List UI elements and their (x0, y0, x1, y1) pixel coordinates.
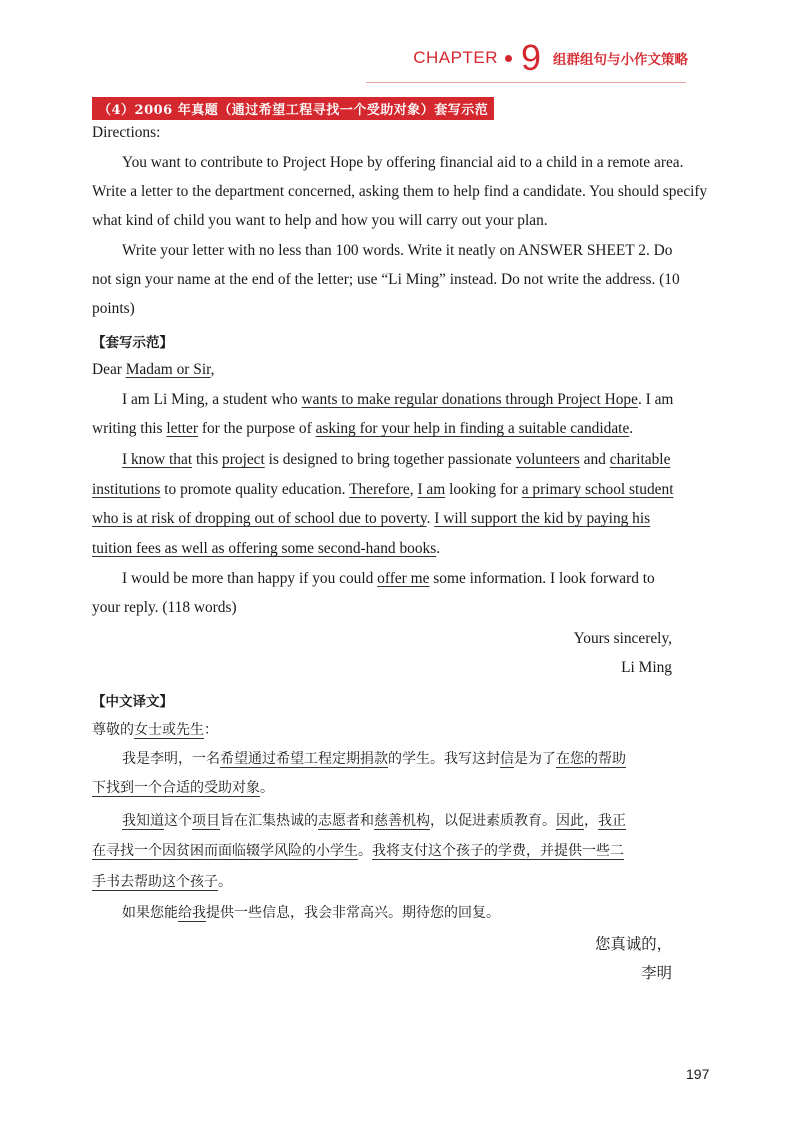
underlined-phrase: 女士或先生 (134, 722, 204, 738)
text: 我是李明，一名 (122, 751, 220, 767)
underlined-phrase: institutions (92, 481, 161, 498)
underlined-phrase: 希望通过希望工程定期捐款 (220, 751, 388, 767)
directions-line: Write a letter to the department concerned, asking them to help find a candidate. You should specify (92, 183, 708, 200)
text: . (436, 540, 441, 557)
text: . I am (637, 391, 674, 408)
letter-line (92, 540, 440, 558)
model-heading: 【套写示范】 (92, 335, 173, 351)
text: to promote quality education. (160, 481, 350, 498)
text: Dear (92, 361, 126, 378)
underlined-phrase: 我知道 (122, 813, 164, 829)
text: 是为了 (514, 751, 556, 767)
underlined-phrase: a primary school student (521, 481, 674, 498)
text: 。 (358, 843, 372, 859)
text: 这个 (164, 813, 192, 829)
translation-line (92, 840, 624, 860)
directions-line: You want to contribute to Project Hope by offering financial aid to a child in a remote area. (122, 154, 684, 171)
chapter-number: 9 (520, 37, 541, 78)
underlined-phrase: offer me (377, 570, 430, 587)
translation-line (122, 810, 626, 830)
underlined-phrase: 在 (92, 843, 106, 859)
directions-heading: Directions: (92, 124, 161, 141)
underlined-phrase: letter (166, 420, 199, 437)
text: 如果您能 (122, 905, 178, 921)
underlined-phrase: project (222, 451, 265, 468)
text: is designed to bring together passionate (264, 451, 516, 468)
underlined-phrase: 因此 (556, 813, 584, 829)
letter-line: your reply. (118 words) (92, 599, 237, 616)
text: 尊敬的 (92, 722, 134, 738)
underlined-phrase: 信 (500, 751, 514, 767)
translation-line (92, 871, 232, 891)
letter-line (122, 570, 655, 588)
underlined-phrase: I will support the kid by paying his (434, 510, 651, 527)
letter-greeting (92, 361, 214, 379)
letter-line (122, 451, 670, 469)
header-rule (366, 82, 686, 83)
text: looking for (445, 481, 522, 498)
text: and (579, 451, 610, 468)
directions-line: what kind of child you want to help and how you will carry out your plan. (92, 212, 548, 229)
underlined-phrase: 给我 (178, 905, 206, 921)
chapter-header (413, 37, 688, 78)
text: ： (204, 722, 218, 738)
text: 。 (260, 780, 274, 796)
letter-line (92, 481, 674, 499)
translation-closing: 您真诚的， (595, 936, 672, 953)
translation-signature: 李明 (641, 965, 672, 982)
underlined-phrase: 慈善机构 (374, 813, 430, 829)
text: 旨在汇集热诚的 (220, 813, 318, 829)
directions-line: points) (92, 300, 135, 317)
underlined-phrase: Therefore (349, 481, 410, 498)
underlined-phrase: 志愿者 (318, 813, 360, 829)
bullet-dot-icon (505, 55, 512, 62)
underlined-phrase: charitable (609, 451, 671, 468)
letter-line (122, 391, 673, 409)
chapter-word: CHAPTER (413, 48, 498, 67)
letter-line (92, 420, 633, 438)
text: 和 (360, 813, 374, 829)
translation-line (92, 777, 274, 797)
text: , (210, 361, 215, 378)
text: writing this (92, 420, 167, 437)
underlined-phrase: who is at risk of dropping out of school due to poverty (92, 510, 427, 527)
underlined-phrase: asking for your help in finding a suitable candidate (315, 420, 630, 437)
letter-closing: Yours sincerely, (573, 630, 672, 647)
translation-greeting (92, 719, 218, 739)
text: for the purpose of (198, 420, 316, 437)
underlined-phrase: 寻找 (106, 843, 134, 859)
underlined-phrase: tuition fees as well as offering some second-hand books (92, 540, 437, 557)
translation-line (122, 902, 500, 922)
underlined-phrase: 我正 (598, 813, 626, 829)
text: 。 (218, 874, 232, 890)
text: I am Li Ming, a student who (122, 391, 302, 408)
text: 提供一些信息，我会非常高兴。期待您的回复。 (206, 905, 500, 921)
underlined-phrase: I am (417, 481, 446, 498)
text: . (629, 420, 634, 437)
chapter-title: 组群组句与小作文策略 (553, 52, 688, 68)
letter-line (92, 510, 650, 528)
text: ，以促进素质教育。 (430, 813, 556, 829)
underlined-phrase: 下找到一个合适的受助对象 (92, 780, 260, 796)
text: I would be more than happy if you could (122, 570, 378, 587)
directions-line: Write your letter with no less than 100 words. Write it neatly on ANSWER SHEET 2. Do (122, 242, 673, 259)
text: 的学生。我写这封 (388, 751, 500, 767)
directions-line: not sign your name at the end of the letter; use “Li Ming” instead. Do not write the address. (10 (92, 271, 680, 288)
underlined-phrase: 一个因贫困而面临辍学风险的小学生 (134, 843, 358, 859)
underlined-phrase: I know that (122, 451, 193, 468)
page-number: 197 (686, 1066, 710, 1082)
underlined-phrase: volunteers (515, 451, 580, 468)
underlined-phrase: 我将支付这个孩子的学费，并提供一些二 (372, 843, 624, 859)
underlined-phrase: 项目 (192, 813, 220, 829)
text: this (192, 451, 223, 468)
text: ， (584, 813, 598, 829)
letter-signature: Li Ming (621, 659, 672, 676)
translation-line (122, 748, 626, 768)
underlined-phrase: wants to make regular donations through Project Hope (301, 391, 638, 408)
underlined-phrase: 在您的帮助 (556, 751, 626, 767)
text: . (426, 510, 435, 527)
translation-heading: 【中文译文】 (92, 694, 173, 710)
underlined-phrase: Madam or Sir (125, 361, 211, 378)
underlined-phrase: 手书去帮助这个孩子 (92, 874, 218, 890)
section-banner: （4）2006 年真题（通过希望工程寻找一个受助对象）套写示范 (92, 97, 494, 120)
text: some information. I look forward to (429, 570, 655, 587)
text: , (409, 481, 418, 498)
